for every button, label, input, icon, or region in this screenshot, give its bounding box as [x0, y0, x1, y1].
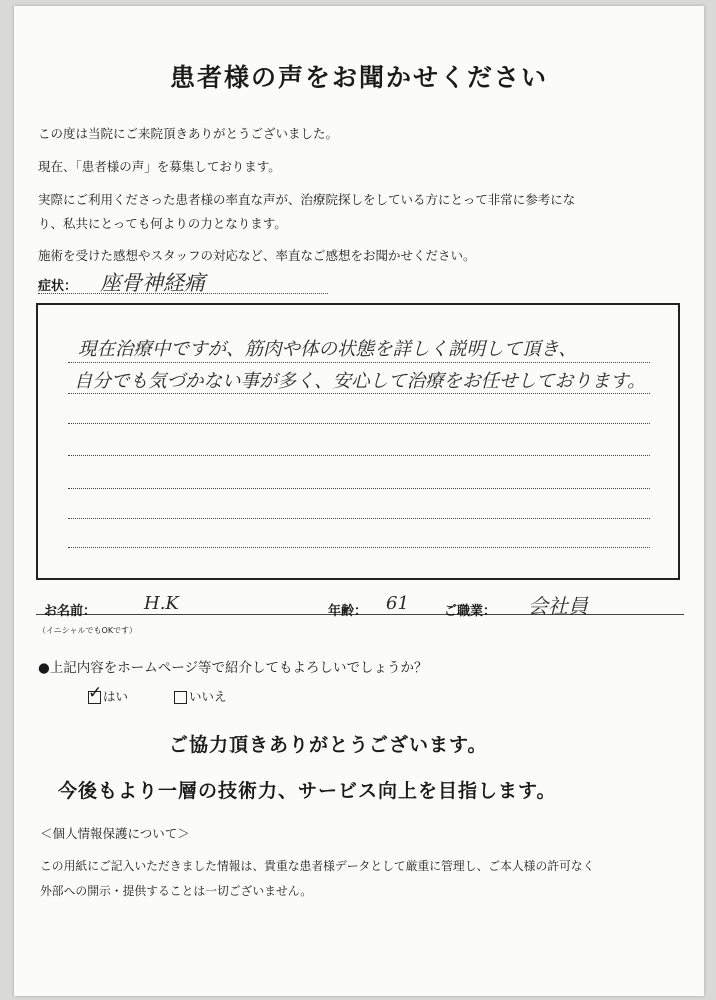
name-note: （イニシャルでもOKです） [38, 626, 138, 635]
comment-rule-3 [68, 423, 650, 424]
intro-line-3: 実際にご利用くださった患者様の率直な声が、治療院探しをしている方にとって非常に参考にな [38, 192, 576, 207]
no-checkbox[interactable] [174, 691, 187, 704]
privacy-heading: ＜個人情報保護について＞ [40, 826, 190, 841]
no-label: いいえ [189, 689, 227, 704]
age-label: 年齢： [328, 604, 368, 619]
comment-rule-1 [68, 362, 650, 363]
job-value[interactable]: 会社員 [528, 594, 588, 618]
intro-line-4: り、私共にとっても何よりの力となります。 [38, 216, 287, 231]
page-title: 患者様の声をお聞かせください [169, 63, 548, 92]
thanks-message: ご協力頂きありがとうございます。 [169, 734, 488, 756]
goal-message: 今後もより一層の技術力、サービス向上を目指します。 [58, 780, 557, 802]
yes-checkbox[interactable] [88, 683, 103, 704]
consent-question: ●上記内容をホームページ等で紹介してもよろしいでしょうか？ [38, 660, 428, 676]
age-value[interactable]: 61 [386, 593, 409, 614]
check-mark-icon: ✓ [88, 683, 103, 703]
comment-rule-6 [68, 518, 650, 519]
privacy-line-1: この用紙にご記入いただきました情報は、貴重な患者様データとして厳重に管理し、ご本人様の許可なく [40, 859, 595, 873]
job-label: ご職業： [444, 604, 497, 619]
comment-line-2: 自分でも気づかない事が多く、安心して治療をお任せしております。 [74, 371, 646, 392]
comment-rule-7 [68, 547, 650, 548]
symptom-value: 座骨神経痛 [100, 271, 205, 295]
survey-sheet [14, 6, 704, 996]
symptom-underline [38, 293, 328, 294]
comment-rule-5 [68, 488, 650, 489]
comment-rule-2 [68, 393, 650, 394]
name-value[interactable]: H.K [144, 593, 179, 614]
intro-line-5: 施術を受けた感想やスタッフの対応など、率直なご感想をお聞かせください。 [38, 248, 476, 263]
comment-rule-4 [68, 455, 650, 456]
privacy-line-2: 外部への開示・提供することは一切ございません。 [40, 884, 313, 898]
symptom-label: 症状： [38, 279, 78, 294]
info-row [36, 592, 684, 619]
comment-box[interactable] [36, 303, 680, 580]
name-label: お名前： [44, 604, 97, 619]
symptom-field[interactable] [38, 268, 328, 295]
comment-line-1: 現在治療中ですが、筋肉や体の状態を詳しく説明して頂き、 [78, 339, 577, 360]
yes-label: はい [103, 689, 129, 704]
intro-line-2: 現在、「患者様の声」を募集しております。 [38, 159, 281, 174]
intro-line-1: この度は当院にご来院頂きありがとうございました。 [38, 126, 339, 141]
consent-yes-option[interactable] [88, 683, 129, 705]
consent-no-option[interactable] [174, 687, 227, 705]
